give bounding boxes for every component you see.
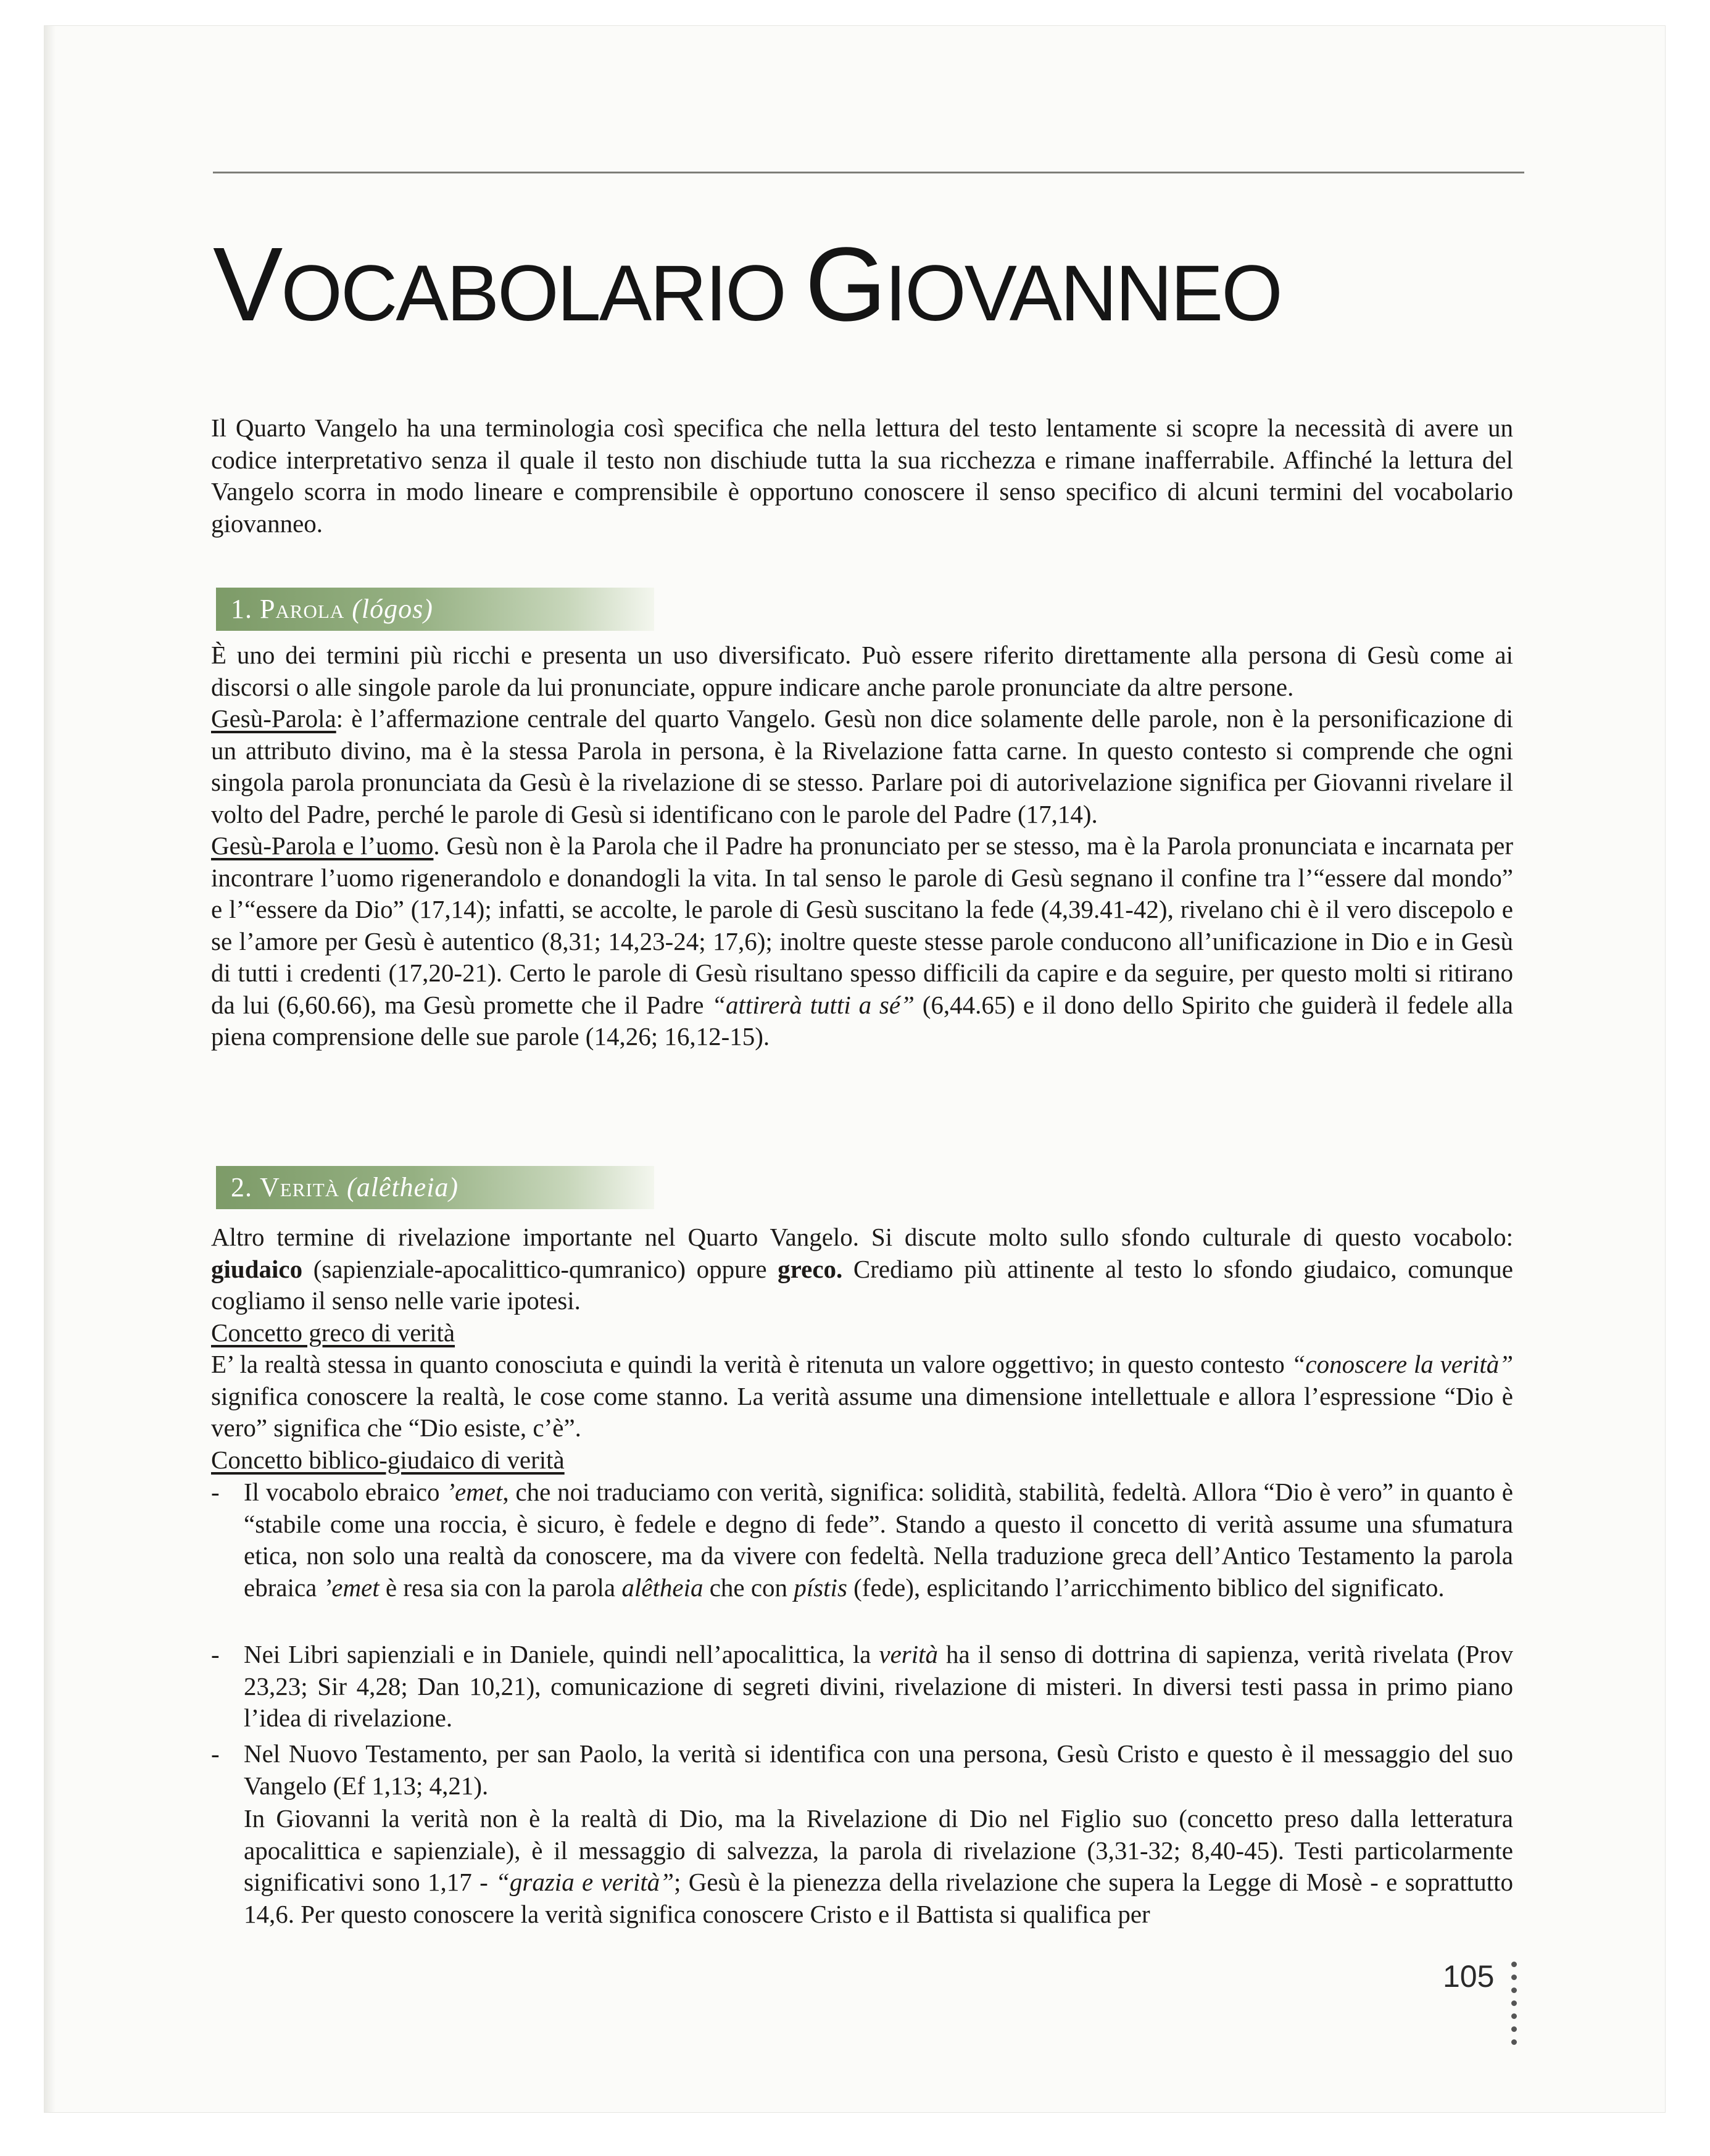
- section-1-body: [211, 639, 1513, 1053]
- page-number: 105: [1443, 1959, 1495, 1994]
- biblical-concept-heading: Concetto biblico-giudaico di verità: [211, 1445, 565, 1474]
- gesu-parola-label: Gesù-Parola: [211, 704, 336, 733]
- page-fold-shadow: [44, 26, 56, 2112]
- list-item-sapienziali: - Nei Libri sapienziali e in Daniele, quindi nell’apocalittica, la verità ha il senso di dottrina di sapienza, verità rivelata (Prov 23,23; Sir 4,28; Dan 10,21), comunicazione di segreti divini, rivelazione di misteri. In diversi testi passa in primo piano l’idea di rivelazione.: [211, 1640, 1513, 1732]
- greek-concept-heading: Concetto greco di verità: [211, 1318, 455, 1347]
- page-title: VOCABOLARIO GIOVANNEO: [213, 225, 1281, 343]
- gesu-parola-uomo-label: Gesù-Parola e l’uomo: [211, 831, 434, 860]
- section-1-paragraph-2: Gesù-Parola: è l’affermazione centrale del quarto Vangelo. Gesù non dice solamente delle parole, non è la personificazione di un attributo divino, ma è la stessa Parola in persona, è la Rivelazione fatta carne. In questo contesto si comprende che ogni singola parola pronunciata da Gesù è la rivelazione di se stesso. Parlare poi di autorivelazione significa per Giovanni rivelare il volto del Padre, perché le parole di Gesù si identificano con le parole del Padre (17,14).: [211, 704, 1513, 828]
- section-1-heading: 1. Parola (lógos): [231, 594, 433, 624]
- section-1-paragraph-1: È uno dei termini più ricchi e presenta un uso diversificato. Può essere riferito direttamente alla persona di Gesù come ai discorsi o alle singole parole da lui pronunciate, oppure indicare anche parole pronunciate da altre persone.: [211, 641, 1513, 701]
- section-2-paragraph-1: Altro termine di rivelazione importante nel Quarto Vangelo. Si discute molto sullo sfondo culturale di questo vocabolo: giudaico (sapienziale-apocalittico-qumranico) oppure greco. Crediamo più attinente al testo lo sfondo giudaico, comunque cogliamo il senso nelle varie ipotesi.: [211, 1223, 1513, 1315]
- section-2-intro: [211, 1222, 1513, 1476]
- intro-paragraph: Il Quarto Vangelo ha una terminologia così specifica che nella lettura del testo lentamente si scopre la necessità di avere un codice interpretativo senza il quale il testo non dischiude tutta la sua ricchezza e rimane inafferrabile. Affinché la lettura del Vangelo scorra in modo lineare e comprensibile è opportuno conoscere il senso specifico di alcuni termini del vocabolario giovanneo.: [211, 414, 1513, 538]
- list-item-giovanni: In Giovanni la verità non è la realtà di Dio, ma la Rivelazione di Dio nel Figlio suo (concetto preso dalla letteratura apocalittica e sapienziale), è il messaggio di salvezza, la parola di rivelazione (3,31-32; 8,40-45). Testi particolarmente significativi sono 1,17 - “grazia e verità”; Gesù è la pienezza della rivelazione che supera la Legge di Mosè - e soprattutto 14,6. Per questo conoscere la verità significa conoscere Cristo e il Battista si qualifica per: [244, 1804, 1513, 1928]
- section-1-paragraph-3: Gesù-Parola e l’uomo. Gesù non è la Parola che il Padre ha pronunciato per se stesso, ma è la Parola pronunciata e incarnata per incontrare l’uomo rigenerandolo e donandogli la vita. In tal senso le parole di Gesù segnano il confine tra l’“essere dal mondo” e l’“essere da Dio” (17,14); infatti, se accolte, le parole di Gesù suscitano la fede (4,39.41-42), rivelano chi è il vero discepolo e se l’amore per Gesù è autentico (8,31; 14,23-24; 17,6); inoltre queste stesse parole conducono all’unificazione in Dio e in Gesù di tutti i credenti (17,20-21). Certo le parole di Gesù risultano spesso difficili da capire e da seguire, per questo molti si ritirano da lui (6,60.66), ma Gesù promette che il Padre “attirerà tutti a sé” (6,44.65) e il dono dello Spirito che guiderà il fedele alla piena comprensione delle sue parole (14,26; 16,12-15).: [211, 831, 1513, 1051]
- header-rule: [213, 172, 1524, 173]
- list-item-emet: - Il vocabolo ebraico ’emet, che noi traduciamo con verità, significa: solidità, stabilità, fedeltà. Allora “Dio è vero” in quanto è “stabile come una roccia, è sicuro, è fedele e degno di fede”. Stando a questo il concetto di verità assume una sfumatura etica, non solo una realtà da conoscere, ma da vivere con fedeltà. Nella traduzione greca dell’Antico Testamento la parola ebraica ’emet è resa sia con la parola alêtheia che con pístis (fede), esplicitando l’arricchimento biblico del significato.: [211, 1478, 1514, 1602]
- section-2-heading: 2. Verità (alêtheia): [231, 1172, 459, 1202]
- list-item-nuovo-testamento: - Nel Nuovo Testamento, per san Paolo, la verità si identifica con una persona, Gesù Cristo e questo è il messaggio del suo Vangelo (Ef 1,13; 4,21).: [211, 1739, 1513, 1800]
- page-number-dots: [1511, 1962, 1519, 2052]
- greek-concept-paragraph: E’ la realtà stessa in quanto conosciuta e quindi la verità è ritenuta un valore oggettivo; in questo contesto “conoscere la verità” significa conoscere la realtà, le cose come stanno. La verità assume una dimensione intellettuale e allora l’espressione “Dio è vero” significa che “Dio esiste, c’è”.: [211, 1350, 1514, 1442]
